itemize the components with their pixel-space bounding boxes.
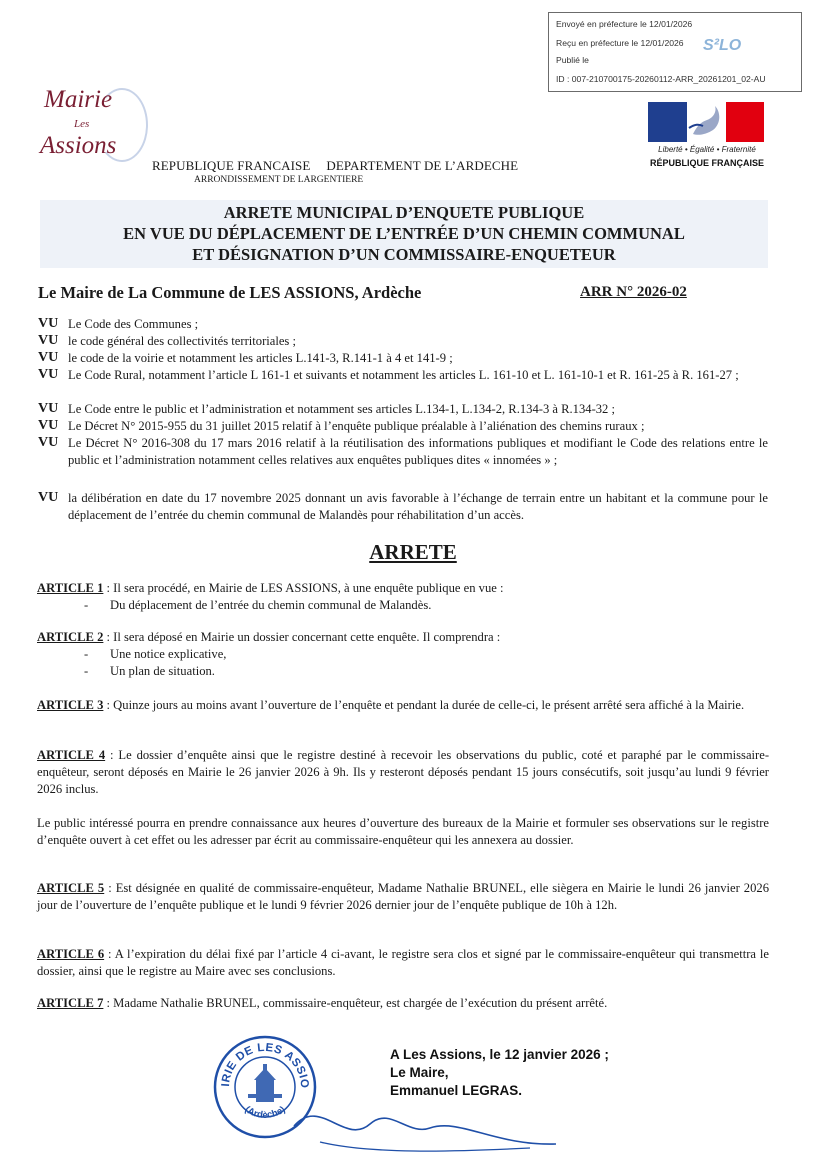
- vu-text: Le Décret N° 2016-308 du 17 mars 2016 relatif à la réutilisation des informations publiques et modifiant le Code des relations entre le public et l’administration notamment celles relatives aux enquêtes publiques dites « innomées » ;: [68, 436, 768, 467]
- title-line-2: EN VUE DU DÉPLACEMENT DE L’ENTRÉE D’UN CHEMIN COMMUNAL: [123, 224, 685, 243]
- stamp-recu: Reçu en préfecture le 12/01/2026: [556, 38, 684, 48]
- logo-word-assions: Assions: [40, 132, 117, 159]
- vu-text: Le Code des Communes ;: [68, 317, 199, 331]
- vu-item: [38, 333, 768, 350]
- vu-item: [38, 435, 768, 469]
- vu-text: Le Décret N° 2015-955 du 31 juillet 2015 relatif à l’enquête publique préalable à l’aliénation des chemins ruraux ;: [68, 419, 645, 433]
- header-departement: DEPARTEMENT DE L’ARDECHE: [326, 158, 519, 173]
- article-6: [37, 946, 769, 980]
- article-1: [37, 580, 769, 597]
- vu-item: [38, 350, 768, 367]
- article-5-label: ARTICLE 5: [37, 881, 105, 895]
- vu-keyword: VU: [38, 418, 59, 433]
- vu-item: [38, 367, 768, 384]
- arrete-number: ARR N° 2026-02: [580, 284, 687, 300]
- list-item: - Une notice explicative,: [84, 647, 227, 661]
- vu-text: Le Code Rural, notamment l’article L 161-1 et suivants et notamment les articles L. 161-10 et L. 161-10-1 et R. 161-25 à R. 161-27 ;: [68, 368, 739, 382]
- article-2-item: Un plan de situation.: [110, 664, 215, 678]
- article-5-text: : Est désignée en qualité de commissaire-enquêteur, Madame Nathalie BRUNEL, elle siègera en Mairie le lundi 26 janvier 2026 jour de l’ouverture de l’enquête publique et le lundi 9 février 2026 dernier jour de l’enquête publique de 10h à 12h.: [37, 881, 769, 912]
- article-2-label: ARTICLE 2: [37, 630, 104, 644]
- article-7: [37, 995, 769, 1012]
- article-5: [37, 880, 769, 914]
- arrete-heading: ARRETE: [369, 540, 457, 564]
- signature-role: Le Maire,: [390, 1065, 449, 1080]
- vu-text: le code de la voirie et notamment les articles L.141-3, R.141-1 à 4 et 141-9 ;: [68, 351, 453, 365]
- stamp-envoye: Envoyé en préfecture le 12/01/2026: [556, 19, 693, 29]
- signature-place-date: A Les Assions, le 12 janvier 2026 ;: [390, 1047, 609, 1062]
- mairie-logo: [34, 86, 144, 170]
- vu-keyword: VU: [38, 333, 59, 348]
- vu-item: [38, 401, 768, 418]
- stamp-publie: Publié le: [556, 55, 589, 65]
- article-1-label: ARTICLE 1: [37, 581, 104, 595]
- marianne-republic: RÉPUBLIQUE FRANÇAISE: [649, 158, 764, 168]
- article-2: [37, 629, 769, 646]
- header-arrondissement: ARRONDISSEMENT DE LARGENTIERE: [194, 175, 364, 185]
- signature-name: Emmanuel LEGRAS.: [390, 1083, 523, 1098]
- article-2-text: : Il sera déposé en Mairie un dossier concernant cette enquête. Il comprendra :: [103, 630, 501, 644]
- header-republique: REPUBLIQUE FRANCAISE: [152, 158, 311, 173]
- article-4: [37, 747, 769, 798]
- article-7-label: ARTICLE 7: [37, 996, 104, 1010]
- vu-item: [38, 316, 768, 333]
- vu-keyword: VU: [38, 350, 59, 365]
- article-3-label: ARTICLE 3: [37, 698, 104, 712]
- marianne-motto: Liberté • Égalité • Fraternité: [658, 145, 756, 154]
- list-item: - Un plan de situation.: [84, 664, 215, 678]
- logo-word-mairie: Mairie: [44, 86, 113, 113]
- svg-text:(Ardèche): [243, 1104, 288, 1121]
- article-2-item: Une notice explicative,: [110, 647, 227, 661]
- stamp-id: ID : 007-210700175-20260112-ARR_20261201_02-AU: [556, 74, 766, 84]
- article-3: [37, 697, 826, 714]
- vu-text: le code général des collectivités territoriales ;: [68, 334, 296, 348]
- vu-text: la délibération en date du 17 novembre 2025 donnant un avis favorable à l’échange de terrain entre un habitant et la commune pour le déplacement de l’entrée du chemin communal de Malandès pour réhabilitation d’un accès.: [68, 491, 768, 522]
- article-3-text: : Quinze jours au moins avant l’ouverture de l’enquête et pendant la durée de celle-ci, le présent arrêté sera affiché à la Mairie.: [103, 698, 745, 712]
- article-7-text: : Madame Nathalie BRUNEL, commissaire-enquêteur, est chargée de l’exécution du présent arrêté.: [103, 996, 608, 1010]
- marianne-profile-icon: [687, 102, 726, 142]
- prefecture-stamp: [548, 12, 802, 92]
- public-paragraph: Le public intéressé pourra en prendre connaissance aux heures d’ouverture des bureaux de la Mairie et formuler ses observations sur le registre d’enquête ouvert à cet effet ou les adresser par écrit au commissaire-enquêteur qui les annexera au dossier.: [37, 816, 769, 847]
- slo-mark: S²LO: [703, 37, 742, 54]
- vu-keyword: VU: [38, 367, 59, 382]
- article-4-text: : Le dossier d’enquête ainsi que le registre destiné à recevoir les observations du public, coté et paraphé par le commissaire-enquêteur, seront déposés en Mairie le 26 janvier 2026 à 9h. Ils y resteront déposés pendant 15 jours consécutifs, soit jusqu’au lundi 9 février 2026 inclus.: [37, 748, 770, 796]
- article-1-item: Du déplacement de l’entrée du chemin communal de Malandès.: [110, 598, 432, 612]
- title-line-3: ET DÉSIGNATION D’UN COMMISSAIRE-ENQUETEUR: [192, 245, 616, 264]
- article-6-label: ARTICLE 6: [37, 947, 105, 961]
- vu-keyword: VU: [38, 401, 59, 416]
- header-line: [152, 158, 518, 174]
- seal-ring-text: IRIE DE LES ASSIO: [219, 1041, 311, 1089]
- seal-bottom-text: (Ardèche): [242, 1104, 288, 1121]
- maire-line: Le Maire de La Commune de LES ASSIONS, Ardèche: [38, 283, 422, 302]
- signature-block: [390, 1046, 609, 1100]
- vu-keyword: VU: [38, 435, 59, 450]
- tricolor-flag-icon: [648, 102, 764, 142]
- vu-keyword: VU: [38, 316, 59, 331]
- article-6-text: : A l’expiration du délai fixé par l’article 4 ci-avant, le registre sera clos et signé par le commissaire-enquêteur qui transmettra le dossier, ainsi que le registre au Maire avec ses conclusions.: [37, 947, 769, 978]
- title-band: [40, 200, 768, 268]
- article-4-label: ARTICLE 4: [37, 748, 106, 762]
- list-item: - Du déplacement de l’entrée du chemin communal de Malandès.: [84, 598, 432, 612]
- vu-item: [38, 418, 768, 435]
- vu-item: [38, 490, 768, 524]
- logo-word-les: Les: [74, 118, 90, 130]
- title-line-1: ARRETE MUNICIPAL D’ENQUETE PUBLIQUE: [223, 203, 585, 222]
- article-1-text: : Il sera procédé, en Mairie de LES ASSIONS, à une enquête publique en vue :: [103, 581, 504, 595]
- vu-text: Le Code entre le public et l’administration et notamment ses articles L.134-1, L.134-2, R.134-3 à R.134-32 ;: [68, 402, 615, 416]
- marianne-logo: [646, 102, 766, 174]
- vu-keyword: VU: [38, 490, 59, 505]
